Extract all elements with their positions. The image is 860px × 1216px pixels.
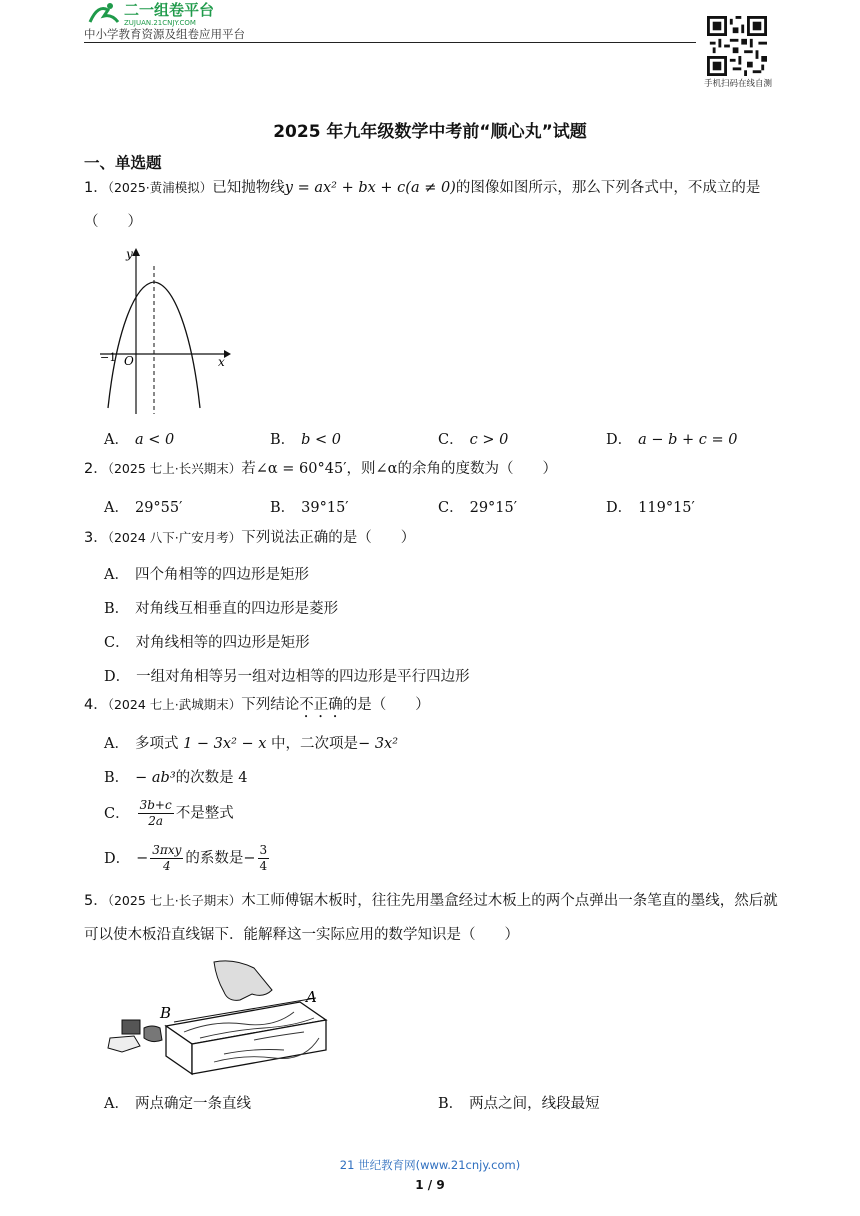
fraction: $\frac{3}{4}$ (259, 843, 268, 873)
q4-option-b[interactable]: B． − ab³的次数是 4 (104, 770, 248, 786)
header-subtitle: 中小学教育资源及组卷应用平台 (84, 27, 245, 41)
footer-link[interactable]: 21 世纪教育网(www.21cnjy.com) (339, 1158, 521, 1172)
question-5 (84, 884, 778, 952)
q4-option-a[interactable]: A． 多项式 1 − 3x² − x 中，二次项是− 3x² (104, 736, 399, 752)
formula: y = ax² + bx + c(a ≠ 0) (284, 180, 456, 196)
y-label: y (126, 247, 133, 261)
question-text: 若∠α = 60°45′，则∠α的余角的度数为（ ） (241, 461, 557, 477)
brand-logo (84, 0, 284, 28)
page-title: 2025 年九年级数学中考前“顺心丸”试题 (273, 122, 587, 142)
question-1 (84, 171, 778, 239)
q2-option-d[interactable]: D． 119°15′ (606, 500, 695, 516)
section-heading: 一、单选题 (84, 154, 162, 172)
point-b-label: B (160, 1004, 172, 1022)
q2-option-a[interactable]: A． 29°55′ (104, 500, 183, 516)
q2-option-b[interactable]: B． 39°15′ (270, 500, 349, 516)
question-source: （2024 八下·广安月考） (107, 530, 242, 545)
x-label: x (218, 355, 225, 369)
q5-option-a[interactable]: A． 两点确定一条直线 (104, 1096, 251, 1112)
question-text: 已知抛物线 (212, 180, 285, 196)
parabola-graph (98, 244, 232, 416)
question-source: （2025 七上·长子期末） (107, 893, 242, 908)
question-source: （2025 七上·长兴期末） (107, 461, 242, 476)
q2-option-c[interactable]: C． 29°15′ (438, 500, 518, 516)
qr-caption: 手机扫码在线自测 (703, 79, 772, 89)
question-number: 3． (84, 530, 108, 546)
question-text: 下列结论 (241, 697, 300, 713)
q4-option-c[interactable]: C． $\frac{3b+c}{2a}$ 不是整式 (104, 798, 234, 828)
origin-label: O (124, 354, 134, 368)
q3-option-c[interactable]: C． 对角线相等的四边形是矩形 (104, 635, 310, 651)
q4-option-d[interactable]: D． − $\frac{\text{3πxy}}{4}$ 的系数是− $\frac{3}{4}$ (104, 843, 268, 873)
question-number: 5． (84, 893, 108, 909)
question-number: 4． (84, 697, 108, 713)
neg-one-label: −1 (100, 351, 117, 364)
fraction: $\frac{\text{3πxy}}{4}$ (152, 843, 182, 873)
emphasis-text: 不正确 (299, 697, 343, 713)
question-text: 的图像如图所示，那么下列各式中，不成立的是（ ） (84, 180, 761, 230)
q1-option-d[interactable]: D． a − b + c = 0 (606, 432, 738, 448)
question-text: 木工师傅锯木板时，往往先用墨盒经过木板上的两个点弹出一条笔直的墨线，然后就可以使木板沿直线锯下．能解释这一实际应用的数学知识是（ ） (84, 893, 778, 943)
q3-option-a[interactable]: A． 四个角相等的四边形是矩形 (104, 567, 309, 583)
qr-code-icon[interactable] (707, 16, 767, 76)
brand-url: ZUJUAN.21CNJY.COM (124, 19, 196, 27)
x-arrow-icon (224, 350, 231, 358)
brand-name: 二一组卷平台 (124, 1, 215, 19)
carpenter-figure (104, 958, 334, 1078)
question-3 (84, 521, 778, 555)
question-2 (84, 452, 778, 486)
q1-option-a[interactable]: A． a < 0 (104, 432, 175, 448)
fraction: $\frac{3b+c}{2a}$ (139, 798, 172, 828)
y-arrow-icon (132, 248, 140, 256)
question-source: （2025·黄浦模拟） (107, 180, 213, 195)
q1-option-c[interactable]: C． c > 0 (438, 432, 509, 448)
question-number: 2． (84, 461, 108, 477)
q5-option-b[interactable]: B． 两点之间，线段最短 (438, 1096, 600, 1112)
question-source: （2024 七上·武城期末） (107, 697, 242, 712)
question-text: 的是（ ） (342, 697, 430, 713)
header-divider (84, 42, 696, 43)
q1-option-b[interactable]: B． b < 0 (270, 432, 342, 448)
question-number: 1． (84, 180, 108, 196)
page-number: 1 / 9 (415, 1178, 445, 1192)
point-a-label: A (306, 988, 317, 1006)
q3-option-d[interactable]: D． 一组对角相等另一组对边相等的四边形是平行四边形 (104, 669, 470, 685)
question-text: 下列说法正确的是（ ） (241, 530, 416, 546)
question-4 (84, 688, 778, 722)
q3-option-b[interactable]: B． 对角线互相垂直的四边形是菱形 (104, 601, 339, 617)
